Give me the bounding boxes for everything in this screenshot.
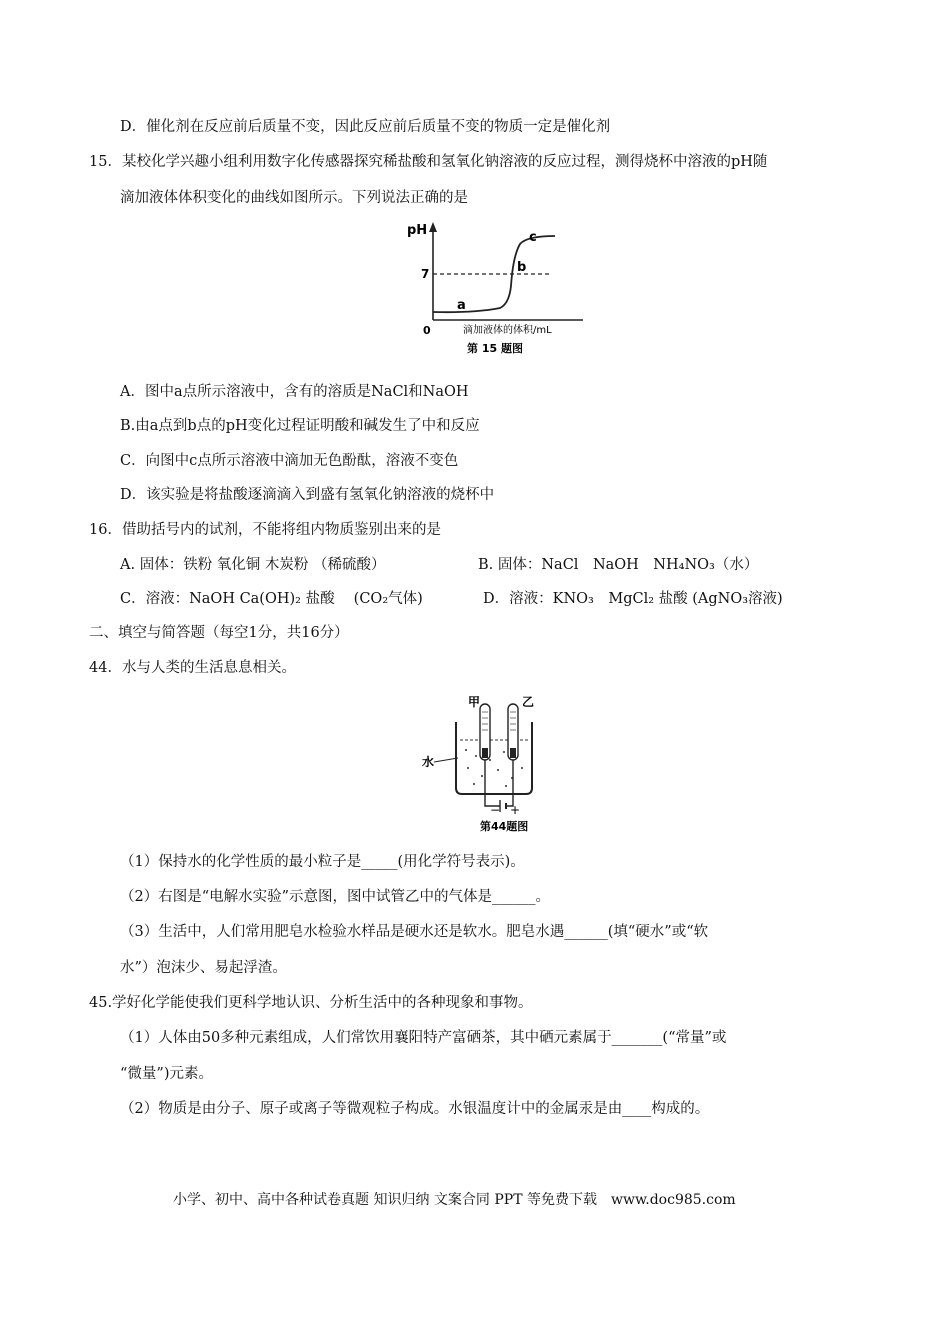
q16-stem: 16．借助括号内的试剂，不能将组内物质鉴别出来的是 <box>89 522 441 538</box>
q15-option-b: B.由a点到b点的pH变化过程证明酸和碱发生了中和反应 <box>120 418 480 434</box>
q15-ylabel: pH <box>407 223 428 238</box>
q44-stem: 44．水与人类的生活息息相关。 <box>89 660 296 676</box>
q44-sub3-line1: （3）生活中，人们常用肥皂水检验水样品是硬水还是软水。肥皂水遇______(填“硬水”或“软 <box>120 924 709 940</box>
q15-stem-line1: 15．某校化学兴趣小组利用数字化传感器探究稀盐酸和氢氧化钠溶液的反应过程，测得烧杯中溶液的pH随 <box>89 154 768 170</box>
q15-point-a: a <box>457 298 466 313</box>
q15-caption: 第 15 题图 <box>467 342 523 355</box>
q15-option-a: A．图中a点所示溶液中，含有的溶质是NaCl和NaOH <box>120 384 469 400</box>
q45-stem: 45.学好化学能使我们更科学地认识、分析生活中的各种现象和事物。 <box>89 995 533 1011</box>
q16-option-a: A. 固体：铁粉 氧化铜 木炭粉 （稀硫酸） <box>120 557 386 573</box>
q44-sub2: （2）右图是“电解水实验”示意图，图中试管乙中的气体是______。 <box>120 889 551 905</box>
q45-sub2: （2）物质是由分子、原子或离子等微观粒子构成。水银温度计中的金属汞是由____构成的。 <box>120 1101 710 1117</box>
q44-sub1: （1）保持水的化学性质的最小粒子是_____(用化学符号表示)。 <box>120 854 525 870</box>
q14-option-d: D．催化剂在反应前后质量不变，因此反应前后质量不变的物质一定是催化剂 <box>120 119 611 135</box>
q44-electrolysis-figure <box>420 690 560 835</box>
q16-option-d: D．溶液：KNO₃ MgCl₂ 盐酸 (AgNO₃溶液) <box>483 591 783 607</box>
section2-title: 二、填空与简答题（每空1分，共16分） <box>89 625 349 641</box>
q16-option-b: B. 固体：NaCl NaOH NH₄NO₃（水） <box>478 557 759 573</box>
q16-option-c: C．溶液：NaOH Ca(OH)₂ 盐酸 (CO₂气体) <box>120 591 423 607</box>
q15-point-b: b <box>517 260 527 275</box>
q44-caption: 第44题图 <box>480 820 529 833</box>
page-footer: 小学、初中、高中各种试卷真题 知识归纳 文案合同 PPT 等免费下载 www.doc985.com <box>173 1192 736 1208</box>
q15-ph-curve-figure <box>407 216 595 362</box>
q44-label-yi: 乙 <box>522 695 535 709</box>
q15-option-c: C．向图中c点所示溶液中滴加无色酚酞，溶液不变色 <box>120 453 459 469</box>
q45-sub1-line1: （1）人体由50多种元素组成，人们常饮用襄阳特产富硒茶，其中硒元素属于_______(“常量”或 <box>120 1030 727 1046</box>
q15-point-c: c <box>529 230 537 245</box>
q15-stem-line2: 滴加液体体积变化的曲线如图所示。下列说法正确的是 <box>120 190 468 206</box>
q15-xlabel: 滴加液体的体积/mL <box>463 325 552 336</box>
q44-label-plus: + <box>510 803 521 817</box>
q44-label-jia: 甲 <box>468 695 481 709</box>
q44-label-water: 水 <box>422 755 435 769</box>
q15-y7-label: 7 <box>421 267 430 281</box>
q45-sub1-line2: “微量”)元素。 <box>120 1066 213 1082</box>
q15-option-d: D．该实验是将盐酸逐滴滴入到盛有氢氧化钠溶液的烧杯中 <box>120 487 495 503</box>
q15-origin-label: 0 <box>423 324 431 337</box>
q44-label-minus: − <box>490 803 501 817</box>
q44-sub3-line2: 水”）泡沫少、易起浮渣。 <box>120 960 287 976</box>
